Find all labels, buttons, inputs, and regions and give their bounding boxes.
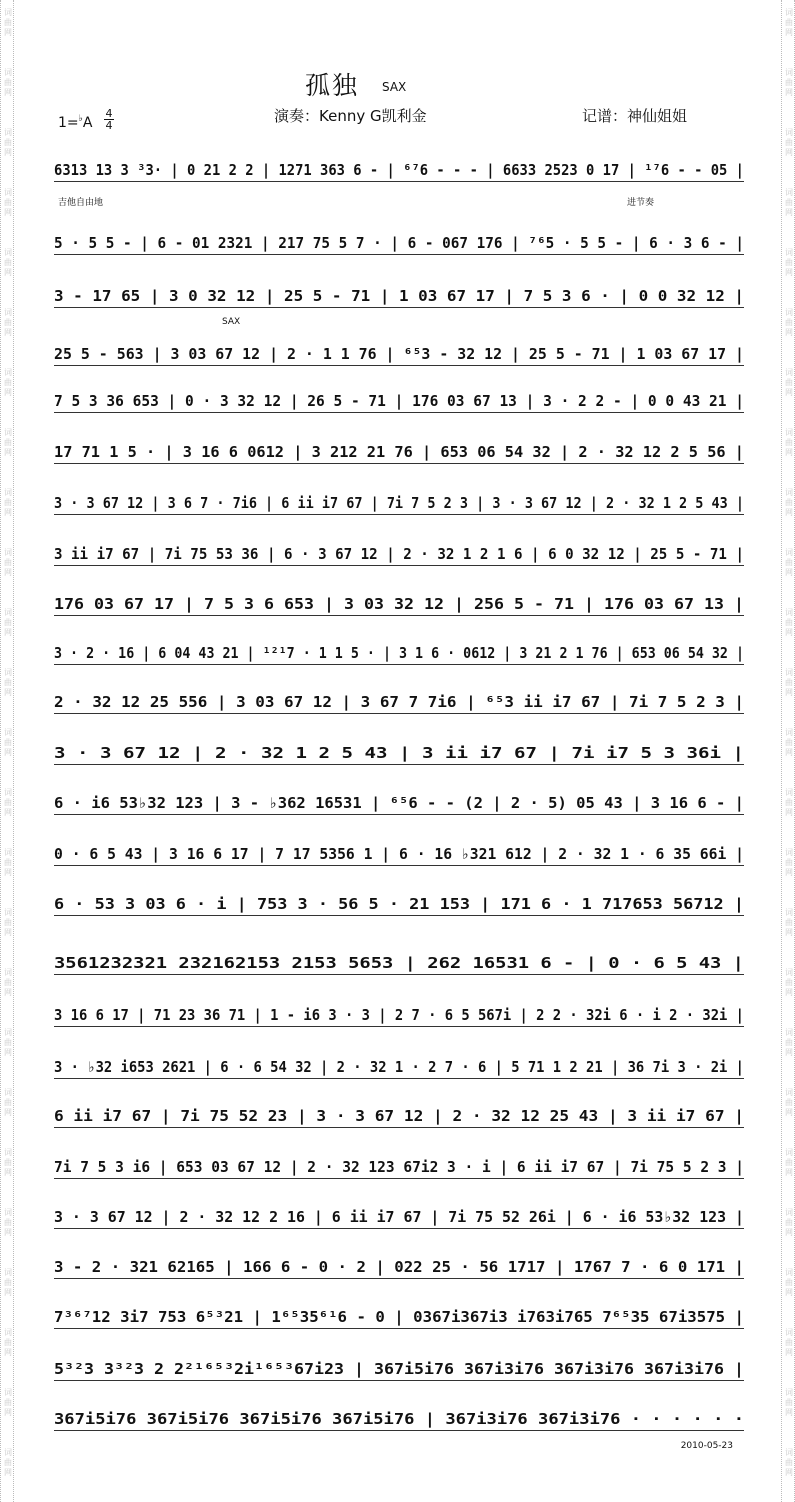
score-line-text: 7³⁶⁷12 3i7 753 6⁵³21 | 1⁶⁵35⁶¹6 - 0 | 0367i367i3 i763i765 7⁶⁵35 67i3575 | <box>54 1308 744 1326</box>
enter-rhythm-note: 进节奏 <box>627 198 655 208</box>
score-line-14 <box>54 842 744 866</box>
score-line-7 <box>54 491 744 515</box>
watermark-char: 网 <box>785 148 793 157</box>
watermark-char: 网 <box>785 328 793 337</box>
watermark-char: 网 <box>4 988 12 997</box>
watermark-mark <box>2 668 14 698</box>
watermark-char: 网 <box>785 208 793 217</box>
beam-underline <box>54 1278 744 1279</box>
watermark-char: 词 <box>4 1028 12 1037</box>
watermark-mark <box>2 548 14 578</box>
watermark-char: 网 <box>785 688 793 697</box>
watermark-mark <box>2 1268 14 1298</box>
beam-underline <box>54 974 744 975</box>
watermark-char: 词 <box>785 1148 793 1157</box>
watermark-char: 网 <box>4 1468 12 1477</box>
beam-underline <box>54 412 744 413</box>
watermark-char: 网 <box>4 208 12 217</box>
watermark-char: 网 <box>785 568 793 577</box>
watermark-mark <box>2 1088 14 1118</box>
watermark-mark <box>2 308 14 338</box>
watermark-char: 曲 <box>4 1098 12 1107</box>
watermark-char: 词 <box>785 1088 793 1097</box>
watermark-char: 词 <box>785 968 793 977</box>
beam-underline <box>54 1127 744 1128</box>
score-line-text: 3561232321 232162153 2153 5653 | 262 16531 6 - | 0 · 6 5 43 | <box>54 954 744 972</box>
watermark-mark <box>2 428 14 458</box>
watermark-char: 词 <box>785 1028 793 1037</box>
watermark-char: 曲 <box>785 738 793 747</box>
watermark-char: 词 <box>785 788 793 797</box>
left-watermark-strip <box>0 0 14 1502</box>
watermark-char: 曲 <box>785 498 793 507</box>
score-line-text: 5 · 5 5 - | 6 - 01 2321 | 217 75 5 7 · | 6 - 067 176 | ⁷⁶5 · 5 5 - | 6 · 3 6 - | <box>54 234 744 252</box>
score-line-10 <box>54 641 744 665</box>
score-line-text: 25 5 - 563 | 3 03 67 12 | 2 · 1 1 76 | ⁶⁵3 - 32 12 | 25 5 - 71 | 1 03 67 17 | <box>54 345 744 363</box>
watermark-char: 网 <box>4 1408 12 1417</box>
score-line-text: 6 · i6 53♭32 123 | 3 - ♭362 16531 | ⁶⁵6 - - (2 | 2 · 5) 05 43 | 3 16 6 - | <box>54 794 744 812</box>
watermark-char: 词 <box>785 188 793 197</box>
score-line-text: 6313 13 3 ³3· | 0 21 2 2 | 1271 363 6 - | ⁶⁷6 - - - | 6633 2523 0 17 | ¹⁷6 - - 05 | <box>54 161 744 179</box>
key-note: A <box>82 115 93 131</box>
watermark-char: 词 <box>4 728 12 737</box>
watermark-char: 网 <box>4 88 12 97</box>
watermark-mark <box>2 788 14 818</box>
score-line-22 <box>54 1255 744 1279</box>
watermark-char: 词 <box>785 8 793 17</box>
watermark-mark <box>783 188 795 218</box>
watermark-char: 词 <box>4 68 12 77</box>
watermark-char: 曲 <box>785 1158 793 1167</box>
watermark-char: 词 <box>4 1088 12 1097</box>
watermark-char: 词 <box>785 428 793 437</box>
watermark-mark <box>2 128 14 158</box>
meter-top: 4 <box>105 107 113 120</box>
watermark-char: 词 <box>785 608 793 617</box>
watermark-char: 词 <box>785 668 793 677</box>
beam-underline <box>54 365 744 366</box>
right-watermark-strip <box>781 0 795 1502</box>
score-line-text: 3 · 2 · 16 | 6 04 43 21 | ¹²¹7 · 1 1 5 · | 3 1 6 · 0612 | 3 21 2 1 76 | 653 06 54 32 | <box>54 644 744 662</box>
watermark-char: 网 <box>785 628 793 637</box>
watermark-mark <box>2 908 14 938</box>
watermark-char: 网 <box>4 28 12 37</box>
score-line-18 <box>54 1055 744 1079</box>
score-line-12 <box>54 741 744 765</box>
watermark-mark <box>2 8 14 38</box>
watermark-mark <box>2 188 14 218</box>
beam-underline <box>54 814 744 815</box>
watermark-char: 曲 <box>4 258 12 267</box>
watermark-mark <box>783 1388 795 1418</box>
watermark-char: 曲 <box>785 1278 793 1287</box>
beam-underline <box>54 615 744 616</box>
watermark-char: 词 <box>4 608 12 617</box>
watermark-mark <box>783 128 795 158</box>
watermark-mark <box>783 368 795 398</box>
watermark-mark <box>783 428 795 458</box>
watermark-char: 词 <box>785 308 793 317</box>
watermark-char: 网 <box>4 808 12 817</box>
watermark-char: 网 <box>785 1348 793 1357</box>
watermark-char: 曲 <box>785 1398 793 1407</box>
beam-underline <box>54 514 744 515</box>
watermark-char: 词 <box>785 548 793 557</box>
watermark-char: 词 <box>4 908 12 917</box>
score-line-text: 3 · 3 67 12 | 3 6 7 · 7i6 | 6 ii i7 67 | 7i 7 5 2 3 | 3 · 3 67 12 | 2 · 32 1 2 5 43 | <box>54 494 744 512</box>
score-line-20 <box>54 1155 744 1179</box>
watermark-char: 曲 <box>785 78 793 87</box>
watermark-char: 曲 <box>785 678 793 687</box>
watermark-char: 词 <box>4 1208 12 1217</box>
watermark-mark <box>2 1148 14 1178</box>
beam-underline <box>54 1380 744 1381</box>
watermark-char: 曲 <box>4 138 12 147</box>
transcription-date: 2010-05-23 <box>680 1441 733 1451</box>
meter-bottom: 4 <box>105 119 113 132</box>
watermark-mark <box>783 728 795 758</box>
transcriber-credit: 记谱：神仙姐姐 <box>582 107 688 125</box>
watermark-mark <box>783 788 795 818</box>
watermark-char: 网 <box>785 88 793 97</box>
watermark-mark <box>783 308 795 338</box>
watermark-char: 网 <box>785 268 793 277</box>
watermark-char: 曲 <box>785 1218 793 1227</box>
watermark-mark <box>783 668 795 698</box>
watermark-mark <box>783 1208 795 1238</box>
watermark-char: 词 <box>785 728 793 737</box>
watermark-char: 词 <box>4 548 12 557</box>
watermark-char: 曲 <box>785 438 793 447</box>
watermark-mark <box>2 1028 14 1058</box>
score-line-15 <box>54 892 744 916</box>
watermark-char: 网 <box>785 1108 793 1117</box>
score-line-text: 3 · 3 67 12 | 2 · 32 1 2 5 43 | 3 ii i7 67 | 7i i7 5 3 36i | <box>54 744 744 762</box>
beam-underline <box>54 181 744 182</box>
watermark-char: 词 <box>785 1268 793 1277</box>
watermark-char: 词 <box>4 8 12 17</box>
watermark-char: 词 <box>4 368 12 377</box>
watermark-char: 词 <box>785 1328 793 1337</box>
watermark-mark <box>783 608 795 638</box>
watermark-char: 曲 <box>4 798 12 807</box>
watermark-char: 网 <box>4 1168 12 1177</box>
watermark-char: 曲 <box>785 198 793 207</box>
watermark-char: 网 <box>4 928 12 937</box>
watermark-mark <box>783 1328 795 1358</box>
score-line-text: 3 · ♭32 i653 2621 | 6 · 6 54 32 | 2 · 32 1 · 2 7 · 6 | 5 71 1 2 21 | 36 7i 3 · 2i | <box>54 1058 744 1076</box>
score-line-3 <box>54 284 744 308</box>
key-prefix: 1= <box>58 115 79 131</box>
watermark-char: 网 <box>785 808 793 817</box>
guitar-free-note: 吉他自由地 <box>58 198 104 208</box>
watermark-char: 词 <box>4 788 12 797</box>
watermark-char: 网 <box>4 388 12 397</box>
watermark-char: 词 <box>4 668 12 677</box>
watermark-mark <box>783 548 795 578</box>
watermark-char: 曲 <box>4 618 12 627</box>
watermark-char: 词 <box>4 1388 12 1397</box>
watermark-char: 网 <box>785 928 793 937</box>
watermark-char: 网 <box>785 1468 793 1477</box>
watermark-char: 曲 <box>785 258 793 267</box>
watermark-char: 曲 <box>785 798 793 807</box>
watermark-char: 词 <box>785 128 793 137</box>
watermark-char: 网 <box>4 868 12 877</box>
beam-underline <box>54 307 744 308</box>
watermark-mark <box>783 848 795 878</box>
watermark-char: 词 <box>4 848 12 857</box>
watermark-char: 网 <box>4 148 12 157</box>
sax-entry-note: SAX <box>222 317 241 327</box>
watermark-char: 词 <box>785 68 793 77</box>
watermark-mark <box>783 68 795 98</box>
watermark-mark <box>2 1388 14 1418</box>
watermark-char: 词 <box>4 308 12 317</box>
beam-underline <box>54 463 744 464</box>
watermark-char: 网 <box>785 1048 793 1057</box>
watermark-char: 词 <box>785 248 793 257</box>
score-line-6 <box>54 440 744 464</box>
beam-underline <box>54 915 744 916</box>
score-line-4 <box>54 342 744 366</box>
beam-underline <box>54 713 744 714</box>
watermark-char: 网 <box>785 1168 793 1177</box>
watermark-char: 曲 <box>785 1338 793 1347</box>
score-line-17 <box>54 1003 744 1027</box>
score-line-19 <box>54 1104 744 1128</box>
watermark-char: 曲 <box>4 1398 12 1407</box>
watermark-char: 曲 <box>4 438 12 447</box>
watermark-char: 网 <box>4 1108 12 1117</box>
watermark-char: 词 <box>4 428 12 437</box>
score-line-text: 3 16 6 17 | 71 23 36 71 | 1 - i6 3 · 3 | 2 7 · 6 5 567i | 2 2 · 32i 6 · i 2 · 32i | <box>54 1006 744 1024</box>
key-signature <box>58 114 92 131</box>
watermark-char: 词 <box>4 1148 12 1157</box>
beam-underline <box>54 764 744 765</box>
score-line-1 <box>54 158 744 182</box>
watermark-mark <box>2 68 14 98</box>
watermark-char: 网 <box>785 1408 793 1417</box>
watermark-char: 词 <box>785 1448 793 1457</box>
score-line-8 <box>54 542 744 566</box>
watermark-char: 曲 <box>4 858 12 867</box>
watermark-char: 词 <box>785 368 793 377</box>
score-line-text: 3 · 3 67 12 | 2 · 32 12 2 16 | 6 ii i7 67 | 7i 75 52 26i | 6 · i6 53♭32 123 | <box>54 1208 744 1226</box>
score-line-text: 3 - 17 65 | 3 0 32 12 | 25 5 - 71 | 1 03 67 17 | 7 5 3 6 · | 0 0 32 12 | <box>54 287 744 305</box>
beam-underline <box>54 1430 744 1431</box>
watermark-char: 曲 <box>785 18 793 27</box>
beam-underline <box>54 254 744 255</box>
score-line-21 <box>54 1205 744 1229</box>
watermark-mark <box>2 728 14 758</box>
score-line-25 <box>54 1407 744 1431</box>
watermark-char: 网 <box>4 748 12 757</box>
beam-underline <box>54 1178 744 1179</box>
score-line-16 <box>54 951 744 975</box>
watermark-char: 曲 <box>4 318 12 327</box>
score-line-text: 17 71 1 5 · | 3 16 6 0612 | 3 212 21 76 | 653 06 54 32 | 2 · 32 12 2 5 56 | <box>54 443 744 461</box>
watermark-char: 网 <box>4 1348 12 1357</box>
score-line-text: 7 5 3 36 653 | 0 · 3 32 12 | 26 5 - 71 | 176 03 67 13 | 3 · 2 2 - | 0 0 43 21 | <box>54 392 744 410</box>
watermark-char: 网 <box>785 988 793 997</box>
watermark-char: 词 <box>4 968 12 977</box>
watermark-char: 网 <box>4 688 12 697</box>
watermark-char: 词 <box>4 248 12 257</box>
time-signature <box>104 108 114 131</box>
score-line-text: 367i5i76 367i5i76 367i5i76 367i5i76 | 367i3i76 367i3i76 · · · · · · <box>54 1410 744 1428</box>
beam-underline <box>54 664 744 665</box>
watermark-char: 词 <box>4 1328 12 1337</box>
watermark-mark <box>783 488 795 518</box>
watermark-char: 网 <box>4 508 12 517</box>
score-line-text: 5³²3 3³²3 2 2²¹⁶⁵³2i¹⁶⁵³67i23 | 367i5i76 367i3i76 367i3i76 367i3i76 | <box>54 1360 744 1378</box>
score-line-text: 0 · 6 5 43 | 3 16 6 17 | 7 17 5356 1 | 6 · 16 ♭321 612 | 2 · 32 1 · 6 35 66i | <box>54 845 744 863</box>
watermark-char: 网 <box>4 628 12 637</box>
beam-underline <box>54 1026 744 1027</box>
watermark-mark <box>2 1328 14 1358</box>
watermark-char: 网 <box>785 448 793 457</box>
watermark-char: 曲 <box>4 978 12 987</box>
score-line-2 <box>54 231 744 255</box>
watermark-char: 曲 <box>4 678 12 687</box>
performer-credit: 演奏：Kenny G凯利金 <box>274 107 427 125</box>
score-line-text: 176 03 67 17 | 7 5 3 6 653 | 3 03 32 12 | 256 5 - 71 | 176 03 67 13 | <box>54 595 744 613</box>
watermark-char: 网 <box>4 1228 12 1237</box>
watermark-char: 词 <box>4 1268 12 1277</box>
watermark-char: 曲 <box>785 978 793 987</box>
watermark-mark <box>783 8 795 38</box>
watermark-char: 网 <box>785 1228 793 1237</box>
watermark-char: 网 <box>785 388 793 397</box>
song-subtitle: SAX <box>382 80 407 94</box>
watermark-char: 词 <box>4 128 12 137</box>
watermark-char: 曲 <box>4 1158 12 1167</box>
watermark-char: 词 <box>4 488 12 497</box>
beam-underline <box>54 1328 744 1329</box>
score-line-13 <box>54 791 744 815</box>
watermark-char: 词 <box>785 488 793 497</box>
watermark-char: 曲 <box>4 558 12 567</box>
watermark-char: 曲 <box>785 378 793 387</box>
watermark-char: 网 <box>4 1048 12 1057</box>
watermark-char: 词 <box>785 908 793 917</box>
watermark-char: 网 <box>785 28 793 37</box>
watermark-char: 曲 <box>4 918 12 927</box>
watermark-char: 曲 <box>785 918 793 927</box>
beam-underline <box>54 1228 744 1229</box>
watermark-mark <box>2 848 14 878</box>
watermark-char: 曲 <box>4 1338 12 1347</box>
watermark-char: 曲 <box>785 1038 793 1047</box>
score-line-text: 7i 7 5 3 i6 | 653 03 67 12 | 2 · 32 123 67i2 3 · i | 6 ii i7 67 | 7i 75 5 2 3 | <box>54 1158 744 1176</box>
watermark-char: 曲 <box>4 1278 12 1287</box>
watermark-char: 词 <box>785 1388 793 1397</box>
score-line-text: 3 ii i7 67 | 7i 75 53 36 | 6 · 3 67 12 | 2 · 32 1 2 1 6 | 6 0 32 12 | 25 5 - 71 | <box>54 545 744 563</box>
watermark-char: 网 <box>785 868 793 877</box>
watermark-char: 曲 <box>785 1458 793 1467</box>
watermark-mark <box>783 1148 795 1178</box>
song-title: 孤独 <box>305 71 360 100</box>
score-line-text: 6 · 53 3 03 6 · i | 753 3 · 56 5 · 21 153 | 171 6 · 1 717653 56712 | <box>54 895 744 913</box>
watermark-char: 词 <box>4 188 12 197</box>
watermark-char: 曲 <box>4 78 12 87</box>
watermark-mark <box>2 1208 14 1238</box>
watermark-mark <box>783 968 795 998</box>
watermark-char: 网 <box>4 568 12 577</box>
watermark-mark <box>783 1028 795 1058</box>
watermark-char: 网 <box>4 448 12 457</box>
watermark-char: 曲 <box>4 1038 12 1047</box>
watermark-char: 网 <box>4 328 12 337</box>
watermark-char: 曲 <box>785 618 793 627</box>
watermark-mark <box>2 248 14 278</box>
score-line-9 <box>54 592 744 616</box>
beam-underline <box>54 565 744 566</box>
watermark-char: 曲 <box>785 1098 793 1107</box>
score-line-11 <box>54 690 744 714</box>
watermark-char: 曲 <box>785 558 793 567</box>
watermark-char: 网 <box>4 268 12 277</box>
watermark-char: 曲 <box>785 858 793 867</box>
watermark-char: 曲 <box>4 738 12 747</box>
score-line-23 <box>54 1305 744 1329</box>
watermark-char: 曲 <box>4 498 12 507</box>
watermark-mark <box>2 608 14 638</box>
watermark-char: 曲 <box>4 1218 12 1227</box>
watermark-char: 网 <box>785 748 793 757</box>
score-line-text: 6 ii i7 67 | 7i 75 52 23 | 3 · 3 67 12 | 2 · 32 12 25 43 | 3 ii i7 67 | <box>54 1107 744 1125</box>
watermark-mark <box>783 1448 795 1478</box>
watermark-char: 网 <box>4 1288 12 1297</box>
score-line-text: 2 · 32 12 25 556 | 3 03 67 12 | 3 67 7 7i6 | ⁶⁵3 ii i7 67 | 7i 7 5 2 3 | <box>54 693 744 711</box>
watermark-char: 词 <box>4 1448 12 1457</box>
watermark-mark <box>783 908 795 938</box>
watermark-mark <box>2 1448 14 1478</box>
watermark-char: 曲 <box>4 198 12 207</box>
watermark-char: 曲 <box>4 1458 12 1467</box>
watermark-mark <box>783 1088 795 1118</box>
flat-sign: ♭ <box>78 114 83 124</box>
score-line-5 <box>54 389 744 413</box>
watermark-mark <box>2 968 14 998</box>
watermark-char: 曲 <box>785 318 793 327</box>
watermark-char: 词 <box>785 1208 793 1217</box>
watermark-char: 曲 <box>785 138 793 147</box>
score-line-text: 3 - 2 · 321 62165 | 166 6 - 0 · 2 | 022 25 · 56 1717 | 1767 7 · 6 0 171 | <box>54 1258 744 1276</box>
score-line-24 <box>54 1357 744 1381</box>
watermark-char: 网 <box>785 508 793 517</box>
watermark-mark <box>2 488 14 518</box>
watermark-char: 曲 <box>4 378 12 387</box>
watermark-char: 曲 <box>4 18 12 27</box>
beam-underline <box>54 865 744 866</box>
watermark-char: 词 <box>785 848 793 857</box>
watermark-char: 网 <box>785 1288 793 1297</box>
watermark-mark <box>783 248 795 278</box>
beam-underline <box>54 1078 744 1079</box>
watermark-mark <box>2 368 14 398</box>
watermark-mark <box>783 1268 795 1298</box>
